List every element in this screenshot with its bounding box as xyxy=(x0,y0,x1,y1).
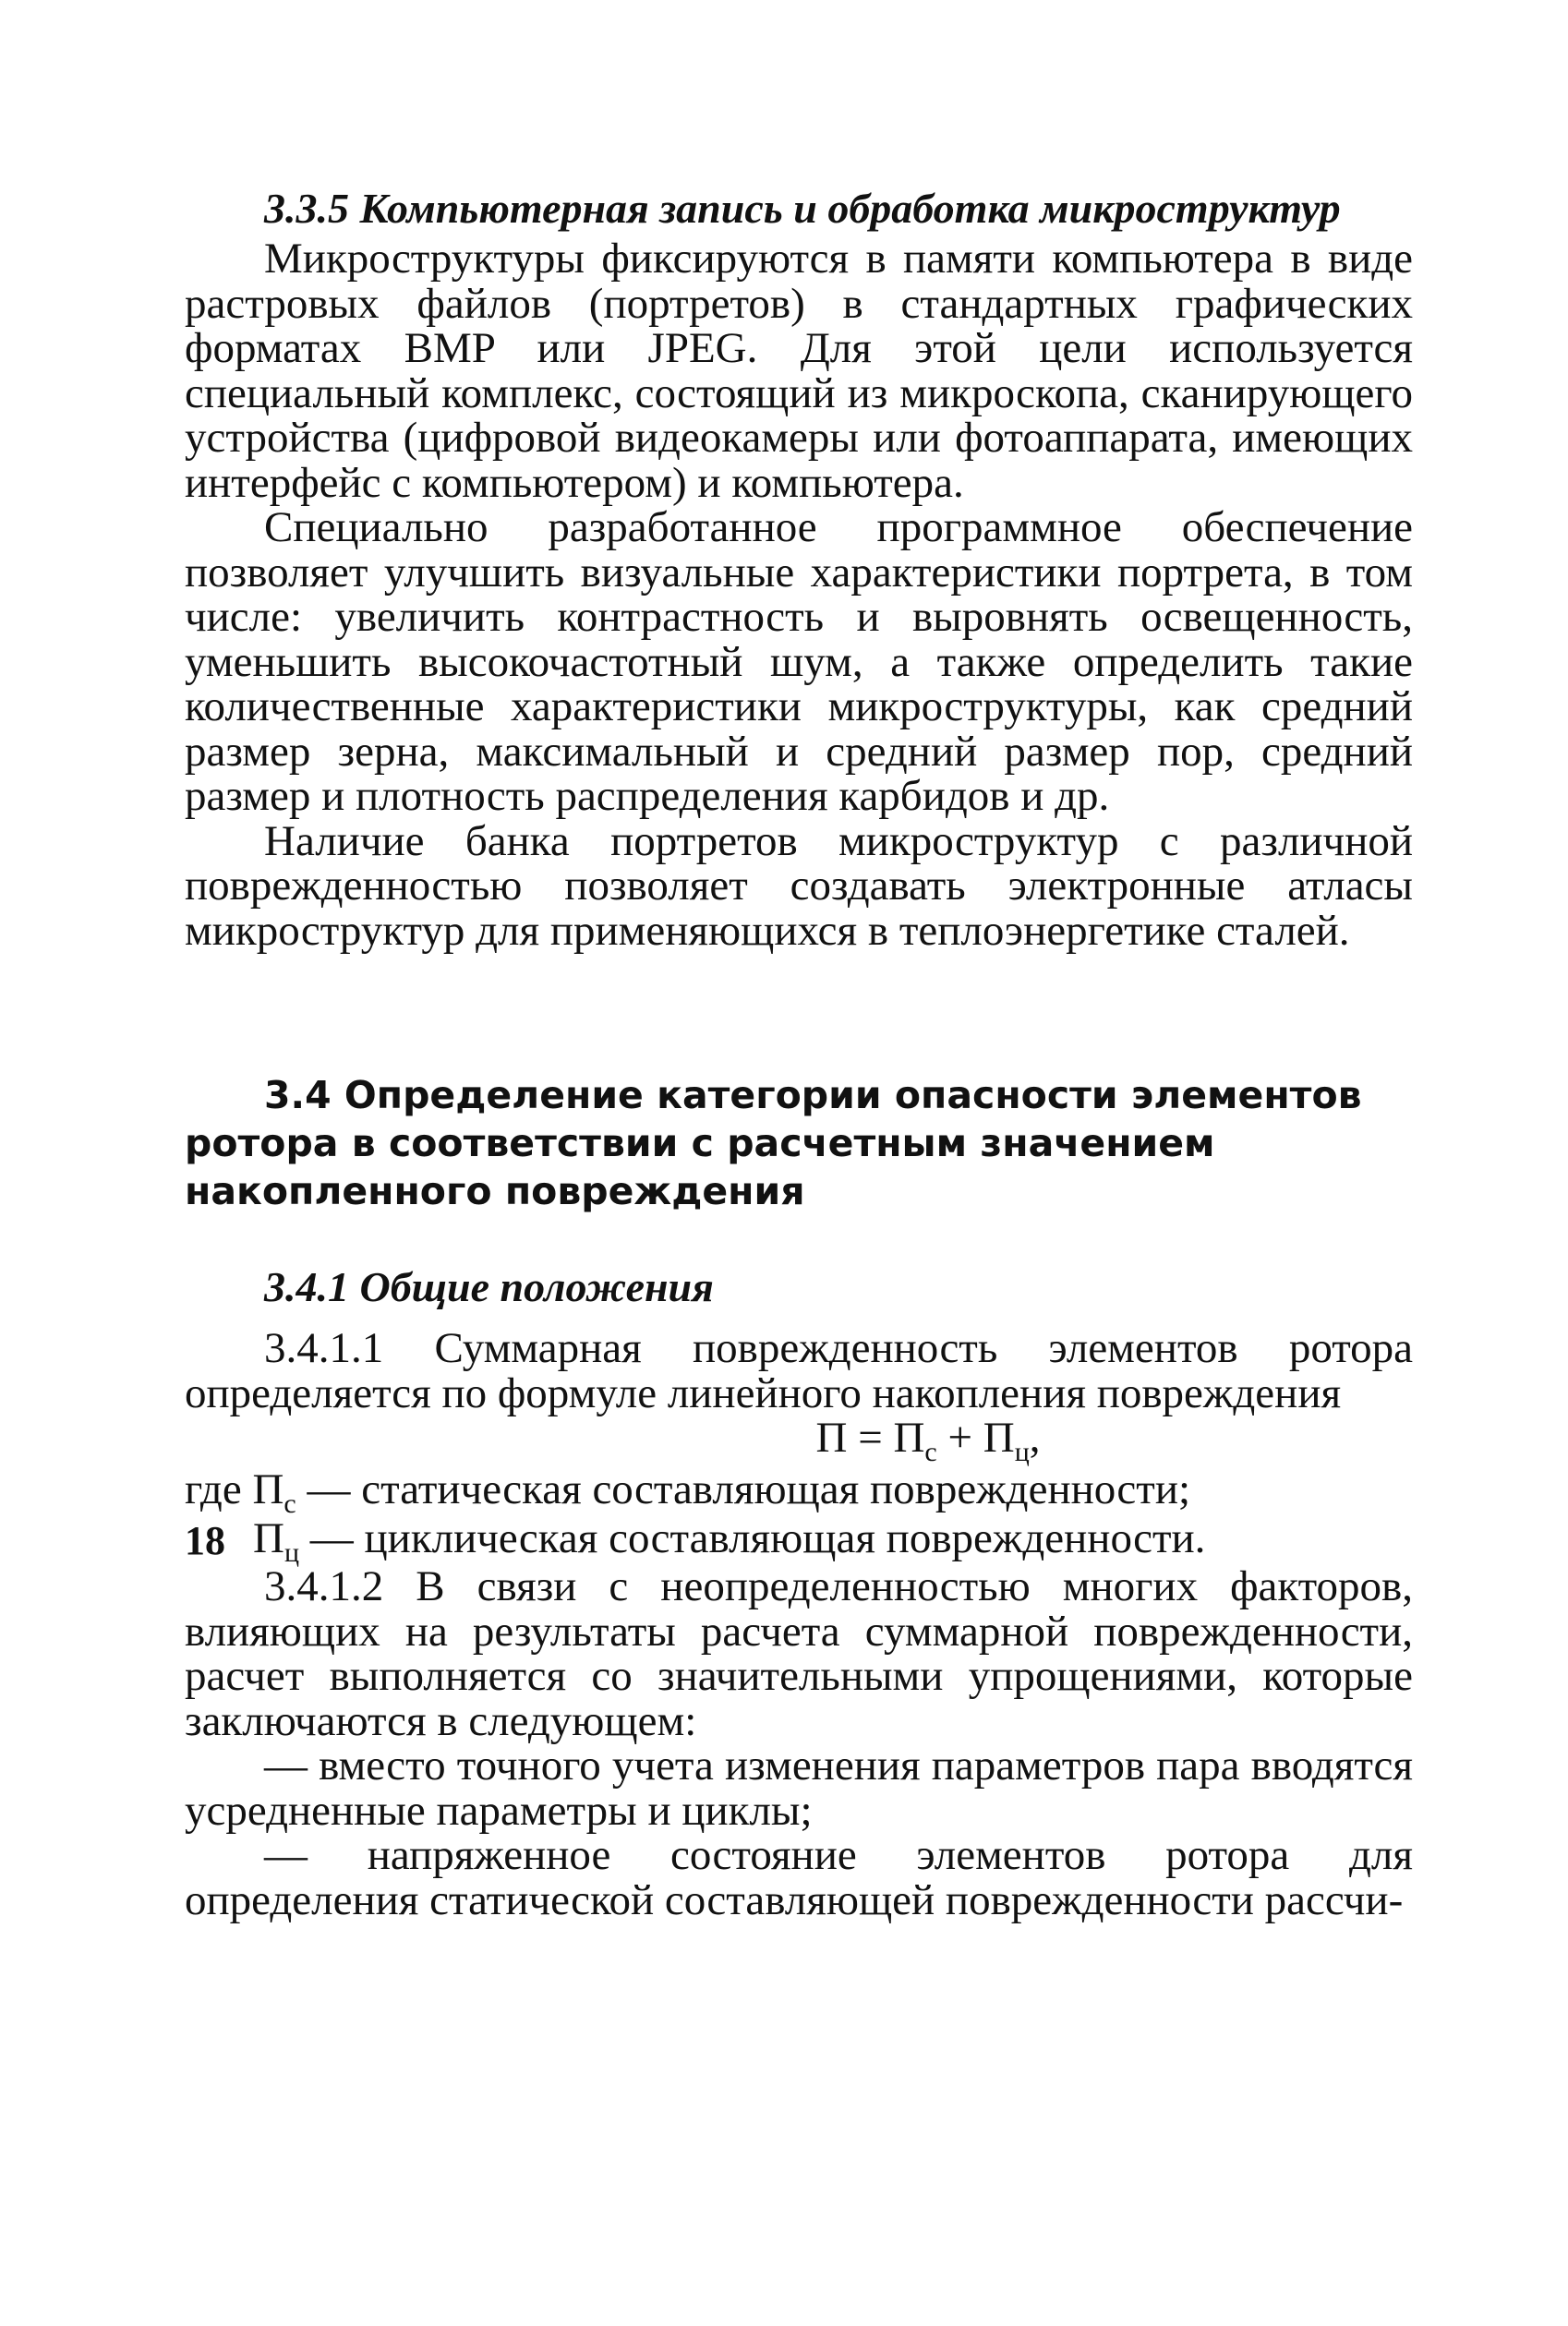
section-3-4 xyxy=(185,1071,1413,1215)
subsection-heading-3-3-5: 3.3.5 Компьютерная запись и обработка микроструктур xyxy=(264,185,1341,232)
definition-cyclic xyxy=(185,1513,1413,1568)
section-3-3-5 xyxy=(185,185,1413,953)
paragraph-simplifications: 3.4.1.2 В связи с неопределенностью многих факторов, влияющих на результаты расчета суммарной поврежденности, расчет выполняется со значительными упрощениями, которые заключаются в следующем: xyxy=(185,1562,1413,1745)
formula-cyclic-subscript: ц xyxy=(1014,1437,1030,1467)
formula-plus: + xyxy=(947,1414,972,1462)
formula-static-symbol: П xyxy=(893,1414,925,1462)
formula-equals: = xyxy=(858,1414,883,1462)
formula-static-subscript: с xyxy=(924,1437,937,1467)
definition-static xyxy=(185,1465,1413,1519)
paragraph-total-damage: 3.4.1.1 Суммарная поврежденность элементов ротора определяется по формуле линейного накопления повреждения xyxy=(185,1324,1413,1417)
formula-lhs: П xyxy=(815,1414,848,1462)
page-number: 18 xyxy=(185,1518,225,1563)
def-static-subscript: с xyxy=(283,1488,296,1519)
def-static-text: — статическая составляющая поврежденности; xyxy=(307,1465,1191,1513)
damage-formula xyxy=(443,1414,1413,1467)
formula-term-static xyxy=(893,1414,937,1467)
def-cyclic-text: — циклическая составляющая поврежденности. xyxy=(309,1513,1206,1562)
paragraph-software: Специально разработанное программное обеспечение позволяет улучшить визуальные характеристики портрета, в том числе: увеличить контрастность и выровнять освещенность, уменьшить высокочастотный шум, а также определить такие количественные характеристики микроструктуры, как средний размер зерна, максимальный и средний размер пор, средний размер и плотность распределения карбидов и др. xyxy=(185,503,1413,820)
def-static-symbol: П xyxy=(252,1465,284,1513)
list-item-stress-state: — напряженное состояние элементов ротора для определения статической составляющей поврежденности рассчи- xyxy=(185,1831,1413,1924)
section-heading-3-4: 3.4 Определение категории опасности элементов ротора в соответствии с расчетным значением накопленного повреждения xyxy=(185,1073,1362,1213)
def-cyclic-subscript: ц xyxy=(283,1537,300,1568)
where-word: где xyxy=(185,1465,242,1513)
formula-term-cyclic xyxy=(983,1414,1041,1467)
subsection-heading-3-4-1: 3.4.1 Общие положения xyxy=(264,1263,714,1310)
formula-comma: , xyxy=(1029,1414,1041,1462)
formula-cyclic-symbol: П xyxy=(983,1414,1015,1462)
paragraph-microstructure-recording: Микроструктуры фиксируются в памяти компьютера в виде растровых файлов (портретов) в стандартных графических форматах BMP или JPEG. Для этой цели используется специальный комплекс, состоящий из микроскопа, сканирующего устройства (цифровой видеокамеры или фотоаппарата, имеющих интерфейс с компьютером) и компьютера. xyxy=(185,235,1413,507)
section-3-4-1 xyxy=(185,1263,1413,1922)
list-item-averaged-parameters: — вместо точного учета изменения параметров пара вводятся усредненные параметры и циклы; xyxy=(185,1741,1413,1835)
def-cyclic-symbol: П xyxy=(253,1513,284,1562)
paragraph-atlas: Наличие банка портретов микроструктур с различной поврежденностью позволяет создавать электронные атласы микроструктур для применяющихся в теплоэнергетике сталей. xyxy=(185,816,1413,955)
